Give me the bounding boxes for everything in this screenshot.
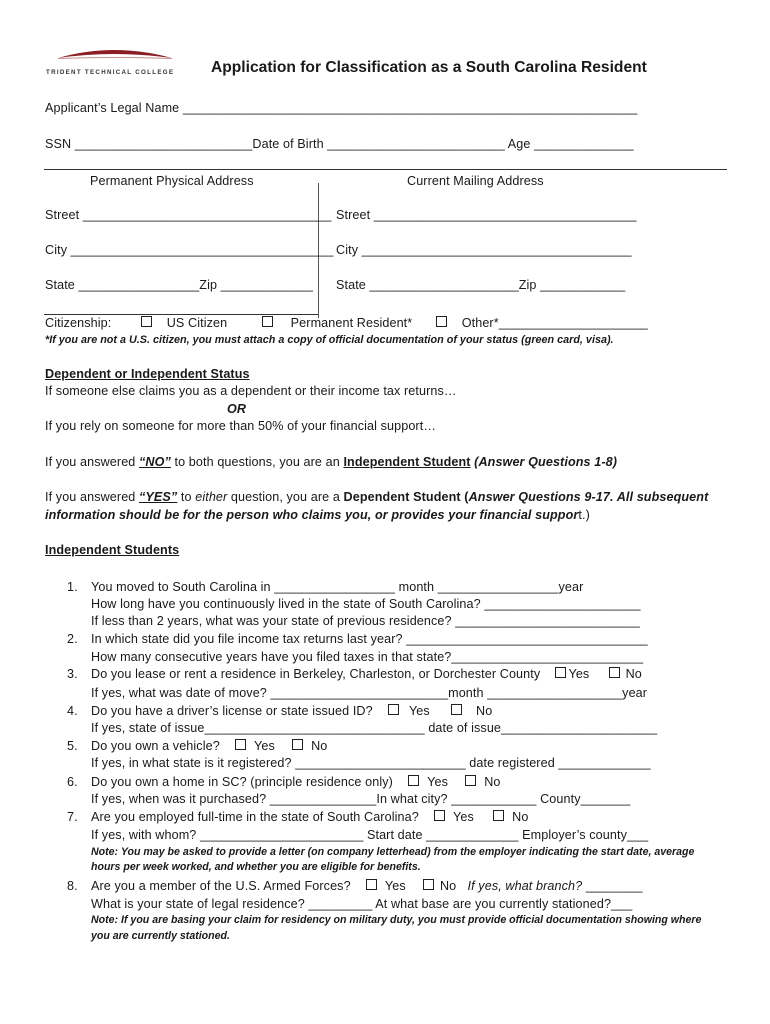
q2-number: 2. (67, 632, 78, 646)
q6-yes-label: Yes (427, 775, 448, 789)
q5-text: Do you own a vehicle? (91, 739, 220, 753)
q8-branch-label: If yes, what branch? (467, 879, 583, 893)
q3-no-label: No (625, 667, 642, 681)
dependency-q1: If someone else claims you as a dependent or their income tax returns… (45, 384, 457, 398)
q4-no-checkbox[interactable] (451, 704, 462, 715)
q5-yes-checkbox[interactable] (235, 739, 246, 750)
q3-move-date-field[interactable]: If yes, what was date of move? _________________________month ___________________year (91, 686, 648, 700)
dependent-rule-line2 (45, 508, 590, 522)
mailing-city-field[interactable]: City ______________________________________ (336, 243, 632, 257)
q8-question (91, 879, 643, 893)
yes-rule-tail: Answer Questions 9-17. All subsequent (468, 490, 709, 504)
q1-moved-field[interactable]: You moved to South Carolina in _________________ month _________________year (91, 580, 584, 594)
physical-state-zip-field[interactable]: State _________________Zip _____________ (45, 278, 314, 292)
q6-purchase-field[interactable]: If yes, when was it purchased? _______________In what city? ____________ County_______ (91, 792, 631, 806)
q2-tax-state-field[interactable]: In which state did you file income tax returns last year? __________________________________ (91, 632, 648, 646)
q7-note-line1: Note: You may be asked to provide a letter (on company letterhead) from the employer indicating the start date, average (91, 846, 695, 858)
q6-yes-checkbox[interactable] (408, 775, 419, 786)
mailing-address-heading: Current Mailing Address (407, 174, 544, 188)
q4-issue-field[interactable]: If yes, state of issue_______________________________ date of issue______________________ (91, 721, 658, 735)
q3-yes-checkbox[interactable] (555, 667, 566, 678)
permanent-resident-checkbox[interactable] (262, 316, 273, 327)
q3-number: 3. (67, 667, 78, 681)
q8-note-line2: you are currently stationed. (91, 930, 230, 942)
dependent-rule (45, 490, 708, 504)
no-rule-tail: (Answer Questions 1-8) (470, 455, 618, 469)
q7-note-line2: hours per week worked, and whether you are eligible for benefits. (91, 861, 421, 873)
q1-previous-state-field[interactable]: If less than 2 years, what was your state of previous residence? __________________________ (91, 614, 640, 628)
mailing-state-zip-field[interactable]: State _____________________Zip ____________ (336, 278, 626, 292)
q3-question (91, 667, 642, 681)
q7-yes-checkbox[interactable] (434, 810, 445, 821)
mailing-street-field[interactable]: Street _____________________________________ (336, 208, 637, 222)
us-citizen-checkbox[interactable] (141, 316, 152, 327)
address-bottom-rule (44, 314, 318, 315)
college-name: TRIDENT TECHNICAL COLLEGE (46, 69, 175, 76)
no-rule-prefix: If you answered (45, 455, 140, 469)
page-title: Application for Classification as a South Carolina Resident (211, 59, 647, 76)
independent-status-label: Independent Student (343, 455, 471, 469)
legal-name-field[interactable]: Applicant’s Legal Name ________________________________________________________________ (45, 101, 638, 115)
yes-rule-either: either (195, 490, 228, 504)
q6-text: Do you own a home in SC? (principle residence only) (91, 775, 393, 789)
q8-branch-field[interactable]: ________ (582, 879, 643, 893)
q4-text: Do you have a driver’s license or state issued ID? (91, 704, 373, 718)
q5-no-checkbox[interactable] (292, 739, 303, 750)
address-top-rule (44, 169, 727, 170)
physical-address-heading: Permanent Physical Address (90, 174, 254, 188)
dependency-or: OR (227, 402, 247, 416)
yes-rule-mid: question, you are a (227, 490, 344, 504)
q7-number: 7. (67, 810, 78, 824)
q3-no-checkbox[interactable] (609, 667, 620, 678)
q5-number: 5. (67, 739, 78, 753)
q8-text: Are you a member of the U.S. Armed Forces? (91, 879, 351, 893)
citizenship-note: *If you are not a U.S. citizen, you must attach a copy of official documentation of your status (green card, visa). (45, 334, 614, 346)
dependent-rule-line2-text: information should be for the person who claims you, or provides your financial suppor (45, 508, 579, 522)
q8-note-line1: Note: If you are basing your claim for residency on military duty, you must provide official documentation showing where (91, 914, 702, 926)
q4-question (91, 704, 492, 718)
dependency-q2: If you rely on someone for more than 50% of your financial support… (45, 419, 437, 433)
q6-question (91, 775, 501, 789)
q5-no-label: No (311, 739, 328, 753)
dependency-heading: Dependent or Independent Status (45, 367, 250, 381)
other-field[interactable]: Other*_____________________ (461, 316, 648, 330)
q7-yes-label: Yes (453, 810, 474, 824)
q5-question (91, 739, 327, 753)
us-citizen-label: US Citizen (166, 316, 228, 330)
q5-registration-field[interactable]: If yes, in what state is it registered? ________________________ date registered _____________ (91, 756, 651, 770)
q8-no-checkbox[interactable] (423, 879, 434, 890)
physical-street-field[interactable]: Street ___________________________________ (45, 208, 332, 222)
q3-text: Do you lease or rent a residence in Berkeley, Charleston, or Dorchester County (91, 667, 541, 681)
q8-no-label: No (439, 879, 457, 893)
q1-number: 1. (67, 580, 78, 594)
q6-number: 6. (67, 775, 78, 789)
q7-no-checkbox[interactable] (493, 810, 504, 821)
q4-no-label: No (476, 704, 493, 718)
q8-residence-field[interactable]: What is your state of legal residence? _________ At what base are you currently stationed?___ (91, 897, 633, 911)
independent-rule (45, 455, 617, 469)
no-word: “NO” (139, 455, 171, 469)
other-checkbox[interactable] (436, 316, 447, 327)
q2-tax-years-field[interactable]: How many consecutive years have you filed taxes in that state?___________________________ (91, 650, 644, 664)
ssn-dob-age-field[interactable]: SSN _________________________Date of Birth _________________________ Age ______________ (45, 137, 634, 151)
q7-text: Are you employed full-time in the state of South Carolina? (91, 810, 419, 824)
q4-number: 4. (67, 704, 78, 718)
q6-no-label: No (484, 775, 501, 789)
q7-question (91, 810, 528, 824)
q8-yes-label: Yes (384, 879, 406, 893)
q1-duration-field[interactable]: How long have you continuously lived in the state of South Carolina? ______________________ (91, 597, 641, 611)
dependent-rule-line2-end: t.) (578, 508, 590, 522)
q3-yes-label: Yes (568, 667, 590, 681)
yes-word: “YES” (139, 490, 178, 504)
q6-no-checkbox[interactable] (465, 775, 476, 786)
citizenship-row (45, 316, 648, 330)
dependent-status-label: Dependent Student ( (343, 490, 469, 504)
physical-city-field[interactable]: City _____________________________________ (45, 243, 334, 257)
q7-no-label: No (512, 810, 529, 824)
q5-yes-label: Yes (254, 739, 275, 753)
permanent-resident-label: Permanent Resident* (290, 316, 413, 330)
citizenship-label: Citizenship: (45, 316, 112, 330)
q7-employer-field[interactable]: If yes, with whom? _______________________ Start date _____________ Employer’s county___ (91, 828, 649, 842)
q8-yes-checkbox[interactable] (366, 879, 377, 890)
no-rule-mid: to both questions, you are an (170, 455, 344, 469)
yes-rule-prefix: If you answered (45, 490, 140, 504)
independent-heading: Independent Students (45, 543, 180, 557)
q8-number: 8. (67, 879, 78, 893)
yes-rule-to: to (177, 490, 196, 504)
q4-yes-label: Yes (408, 704, 430, 718)
q4-yes-checkbox[interactable] (388, 704, 399, 715)
